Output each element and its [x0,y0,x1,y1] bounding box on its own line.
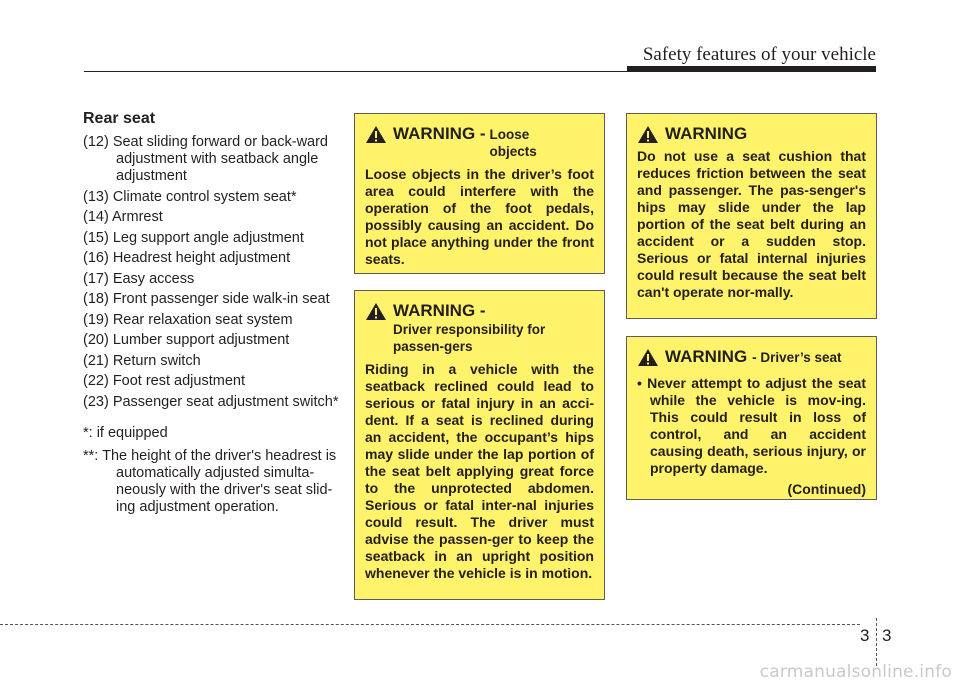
footnote-if-equipped: *: if equipped [83,424,168,441]
warning-label: WARNING [665,124,748,143]
list-item: (17) Easy access [83,270,195,287]
warning-triangle-icon [637,348,659,367]
list-item: (21) Return switch [83,352,201,369]
footer-dashed-rule [0,624,860,625]
warning-subtitle: - Driver’s seat [752,350,842,365]
warning-heading [637,124,866,144]
warning-text: Loose objects in the driver’s foot area could interfere with the operation of the foot pedals, possibly causing an accident. Do not place anything under the front seats. [365,166,594,267]
warning-label: WARNING - [393,301,486,320]
rear-seat-item-list [83,134,345,411]
warning-triangle-icon [365,302,387,321]
footnote-headrest: **: The height of the driver's headrest is automatically adjusted simulta-neously with the driver's seat slid-ing adjustment operation. [83,447,337,515]
list-item: (23) Passenger seat adjustment switch* [83,393,339,410]
warning-box-driver-responsibility [354,290,605,600]
warning-heading [365,301,594,355]
warning-box-seat-cushion [626,113,877,319]
warning-subtitle: Driver responsibility for passen-gers [393,322,546,354]
warning-text: Do not use a seat cushion that reduces friction between the seat and passenger. The pas-senger's hips may slide under the lap portion of the seat belt during an accident or a sudden stop. Serious or fatal internal injuries could result because the seat belt can't operate nor-mally. [637,148,866,300]
list-item: (13) Climate control system seat* [83,188,297,205]
warning-label: WARNING - [393,124,486,143]
list-item: (20) Lumber support adjustment [83,332,290,348]
rear-seat-section [83,110,345,516]
page-section-number: 3 [860,626,870,645]
footer-dashed-divider [876,618,877,666]
list-item: (15) Leg support angle adjustment [83,229,304,246]
warning-box-drivers-seat [626,336,877,500]
section-header-title: Safety features of your vehicle [642,44,876,65]
list-item: (18) Front passenger side walk-in seat [83,291,330,307]
list-item: (12) Seat sliding forward or back-ward adjustment with seatback angle adjustment [83,134,328,184]
warning-label: WARNING [665,347,748,366]
header-rule [84,71,876,72]
rear-seat-title: Rear seat [83,110,156,127]
list-item: (14) Armrest [83,209,163,225]
warning-triangle-icon [637,125,659,144]
warning-subtitle: Loose objects [489,127,537,159]
warning-text: Riding in a vehicle with the seatback reclined could lead to serious or fatal injury in an acci-dent. If a seat is reclined during an accident, the occupant’s hips may slide under the lap portion of the seat belt applying great force to the unprotected abdomen. Serious or fatal inter-nal injuries could result. The driver must advise the passen-ger to keep the seatback in an upright position whenever the vehicle is in motion. [365,361,594,581]
warning-heading [365,124,594,160]
warning-box-loose-objects [354,113,605,274]
warning-triangle-icon [365,125,387,144]
header-rule-accent [627,66,876,71]
warning-bullet-text: • Never attempt to adjust the seat while the vehicle is mov-ing. This could result in loss of control, and an accident causing death, serious injury, or property damage. [637,375,866,476]
page-number: 3 [882,626,892,645]
continued-label: (Continued) [787,481,866,497]
watermark-text: carmanualsonline.info [759,662,952,682]
list-item: (16) Headrest height adjustment [83,250,291,266]
list-item: (19) Rear relaxation seat system [83,311,293,328]
list-item: (22) Foot rest adjustment [83,373,245,389]
warning-heading [637,347,866,367]
